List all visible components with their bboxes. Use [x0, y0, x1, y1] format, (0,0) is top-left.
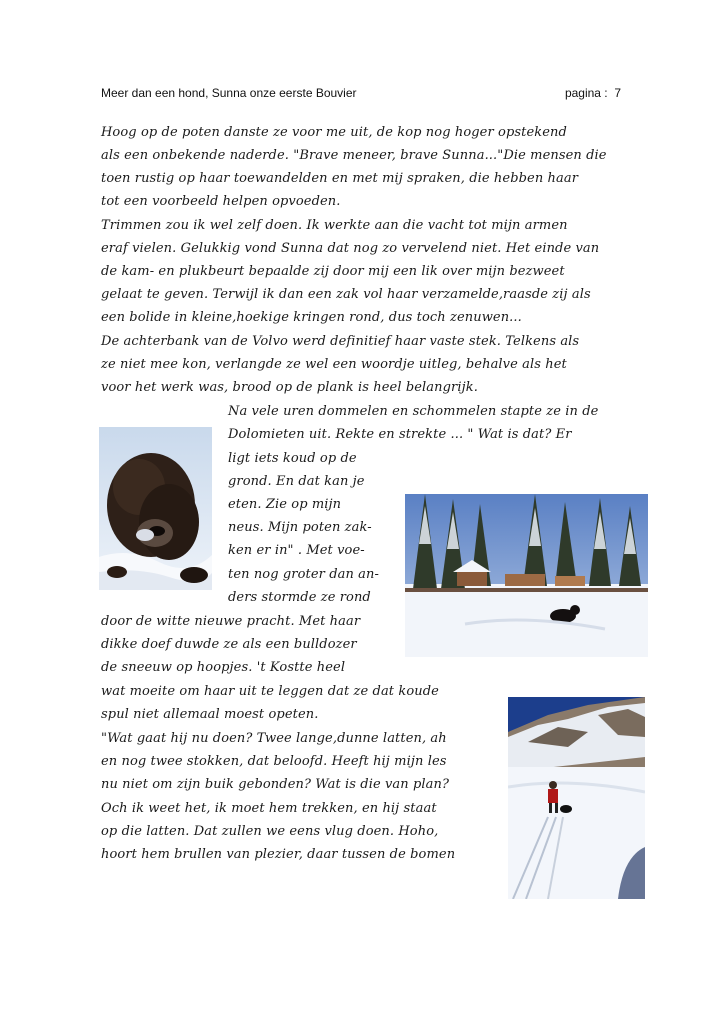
text-line: dikke doef duwde ze als een bulldozer: [101, 637, 357, 652]
text-line: ligt iets koud op de: [228, 451, 357, 466]
skier-with-dog-photo: [508, 697, 645, 899]
text-line: de kam- en plukbeurt bepaalde zij door mij een lik over mijn bezweet: [101, 264, 565, 279]
page-label: pagina :: [564, 86, 608, 100]
text-line: "Wat gaat hij nu doen? Twee lange,dunne latten, ah: [101, 731, 447, 746]
text-line: spul niet allemaal moest opeten.: [101, 707, 319, 722]
text-line: op die latten. Dat zullen we eens vlug doen. Hoho,: [101, 824, 439, 839]
text-line: hoort hem brullen van plezier, daar tussen de bomen: [101, 847, 456, 862]
text-line: de sneeuw op hoopjes. 't Kostte heel: [101, 660, 346, 675]
text-line: grond. En dat kan je: [228, 474, 365, 489]
text-line: als een onbekende naderde. "Brave meneer, brave Sunna..."Die mensen die: [101, 148, 607, 163]
text-line: een bolide in kleine,hoekige kringen rond, dus toch zenuwen...: [101, 310, 522, 325]
page-header: [101, 86, 621, 104]
text-line: tot een voorbeeld helpen opvoeden.: [101, 194, 341, 209]
text-line: Na vele uren dommelen en schommelen stapte ze in de: [228, 404, 599, 419]
text-line: Och ik weet het, ik moet hem trekken, en hij staat: [101, 801, 437, 816]
document-title: Meer dan een hond, Sunna onze eerste Bouvier: [101, 86, 357, 100]
page-number-value: 7: [614, 86, 621, 100]
text-line: door de witte nieuwe pracht. Met haar: [101, 614, 361, 629]
text-line: ders stormde ze rond: [228, 590, 371, 605]
snowy-forest-camp-photo: [405, 494, 648, 657]
text-line: toen rustig op haar toewandelden en met mij spraken, die hebben haar: [101, 171, 579, 186]
dog-in-snow-closeup-photo: [99, 427, 212, 590]
text-line: nu niet om zijn buik gebonden? Wat is die van plan?: [101, 777, 450, 792]
text-line: Dolomieten uit. Rekte en strekte ... " Wat is dat? Er: [228, 427, 572, 442]
text-line: Hoog op de poten danste ze voor me uit, de kop nog hoger opstekend: [101, 125, 567, 140]
text-line: ze niet mee kon, verlangde ze wel een woordje uitleg, behalve als het: [101, 357, 567, 372]
text-line: eten. Zie op mijn: [228, 497, 342, 512]
text-line: ken er in" . Met voe-: [228, 543, 365, 558]
text-line: eraf vielen. Gelukkig vond Sunna dat nog zo vervelend niet. Het einde van: [101, 241, 600, 256]
text-line: voor het werk was, brood op de plank is heel belangrijk.: [101, 380, 478, 395]
text-line: De achterbank van de Volvo werd definitief haar vaste stek. Telkens als: [101, 334, 580, 349]
text-line: en nog twee stokken, dat beloofd. Heeft hij mijn les: [101, 754, 447, 769]
text-line: gelaat te geven. Terwijl ik dan een zak vol haar verzamelde,raasde zij als: [101, 287, 591, 302]
page-number: [565, 86, 621, 100]
text-line: ten nog groter dan an-: [228, 567, 379, 582]
text-line: Trimmen zou ik wel zelf doen. Ik werkte aan die vacht tot mijn armen: [101, 218, 568, 233]
text-line: wat moeite om haar uit te leggen dat ze dat koude: [101, 684, 439, 699]
text-line: neus. Mijn poten zak-: [228, 520, 372, 535]
